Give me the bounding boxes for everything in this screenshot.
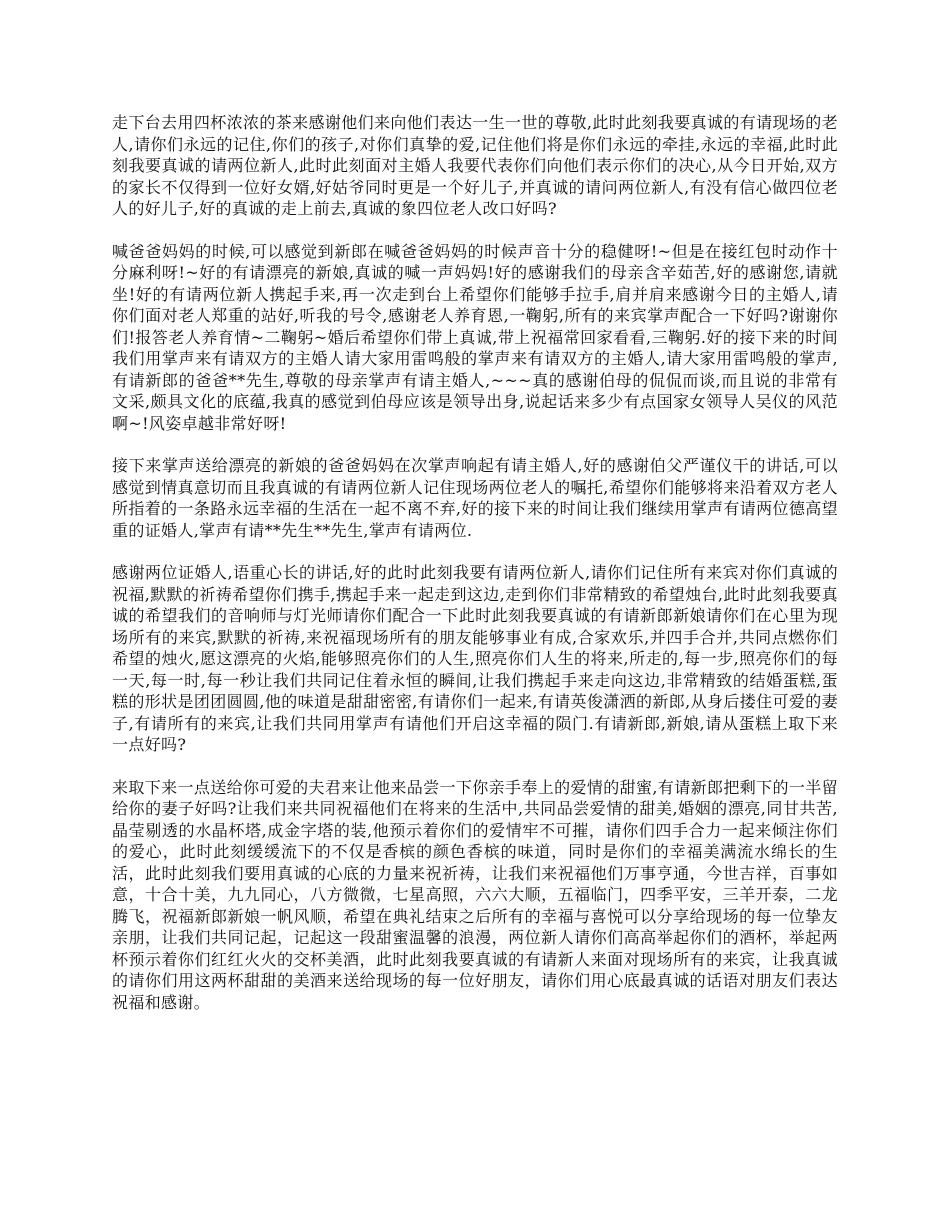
paragraph-5: 来取下来一点送给你可爱的夫君来让他来品尝一下你亲手奉上的爱情的甜蜜,有请新郎把剩下的一半留给你的妻子好吗?让我们来共同祝福他们在将来的生活中,共同品尝爱情的甜美,婚姻的漂亮,同甘共苦,晶莹剔透的水晶杯塔,成金字塔的装,他预示着你们的爱情牢不可摧，请你们四手合力一起来倾注你们的爱心，此时此刻缓缓流下的不仅是香槟的颜色香槟的味道，同时是你们的幸福美满流水绵长的生活，此时此刻我们要用真诚的心底的力量来祝祈祷，让我们来祝福他们万事亨通，今世吉祥，百事如意，十合十美，九九同心，八方微微，七星高照，六六大顺，五福临门，四季平安，三羊开泰，二龙腾飞，祝福新郎新娘一帆风顺，希望在典礼结束之后所有的幸福与喜悦可以分享给现场的每一位挚友亲朋，让我们共同记起，记起这一段甜蜜温馨的浪漫，两位新人请你们高高举起你们的酒杯，举起两杯预示着你们红红火火的交杯美酒，此时此刻我要真诚的有请新人来面对现场所有的来宾，让我真诚的请你们用这两杯甜甜的美酒来送给现场的每一位好朋友，请你们用心底最真诚的话语对朋友们表达祝福和感谢。 xyxy=(112,777,838,1012)
paragraph-4: 感谢两位证婚人,语重心长的讲话,好的此时此刻我要有请两位新人,请你们记住所有来宾对你们真诚的祝福,默默的祈祷希望你们携手,携起手来一起走到这边,走到你们非常精致的希望烛台,此时此刻我要真诚的希望我们的音响师与灯光师请你们配合一下此时此刻我要真诚的有请新郎新娘请你们在心里为现场所有的来宾,默默的祈祷,来祝福现场所有的朋友能够事业有成,合家欢乐,并四手合并,共同点燃你们希望的烛火,愿这漂亮的火焰,能够照亮你们的人生,照亮你们人生的将来,所走的,每一步,照亮你们的每一天,每一时,每一秒让我们共同记住着永恒的瞬间,让我们携起手来走向这边,非常精致的结婚蛋糕,蛋糕的形状是团团圆圆,他的味道是甜甜密密,有请你们一起来,有请英俊潇洒的新郎,从身后搂住可爱的妻子,有请所有的来宾,让我们共同用掌声有请他们开启这幸福的陨门.有请新郎,新娘,请从蛋糕上取下来一点好吗? xyxy=(112,563,838,754)
paragraph-1: 走下台去用四杯浓浓的茶来感谢他们来向他们表达一生一世的尊敬,此时此刻我要真诚的有请现场的老人,请你们永远的记住,你们的孩子,对你们真挚的爱,记住他们将是你们永远的牵挂,永远的幸福,此时此刻我要真诚的请两位新人,此时此刻面对主婚人我要代表你们向他们表示你们的决心,从今日开始,双方的家长不仅得到一位好女婿,好姑爷同时更是一个好儿子,并真诚的请问两位新人,有没有信心做四位老人的好儿子,好的真诚的走上前去,真诚的象四位老人改口好吗? xyxy=(112,113,838,218)
paragraph-2: 喊爸爸妈妈的时候,可以感觉到新郎在喊爸爸妈妈的时候声音十分的稳健呀!~但是在接红包时动作十分麻利呀!~好的有请漂亮的新娘,真诚的喊一声妈妈!好的感谢我们的母亲含辛茹苦,好的感谢您,请就坐!好的有请两位新人携起手来,再一次走到台上希望你们能够手拉手,肩并肩来感谢今日的主婚人,请你们面对老人郑重的站好,听我的号令,感谢老人养育恩,一鞠躬,所有的来宾掌声配合一下好吗?谢谢你们!报答老人养育情~二鞠躬~婚后希望你们带上真诚,带上祝福常回家看看,三鞠躬.好的接下来的时间我们用掌声来有请双方的主婚人请大家用雷鸣般的掌声来有请双方的主婚人,请大家用雷鸣般的掌声,有请新郎的爸爸**先生,尊敬的母亲掌声有请主婚人,~~~真的感谢伯母的侃侃而谈,而且说的非常有文采,颇具文化的底蕴,我真的感觉到伯母应该是领导出身,说起话来多少有点国家女领导人吴仪的风范啊~!风姿卓越非常好呀! xyxy=(112,241,838,433)
paragraph-3: 接下来掌声送给漂亮的新娘的爸爸妈妈在次掌声响起有请主婚人,好的感谢伯父严谨仪干的讲话,可以感觉到情真意切而且我真诚的有请两位新人记住现场两位老人的嘱托,希望你们能够将来沿着双方老人所指着的一条路永远幸福的生活在一起不离不弃,好的接下来的时间让我们继续用掌声有请两位德高望重的证婚人,掌声有请**先生**先生,掌声有请两位. xyxy=(112,456,838,540)
document-page xyxy=(112,112,838,1034)
